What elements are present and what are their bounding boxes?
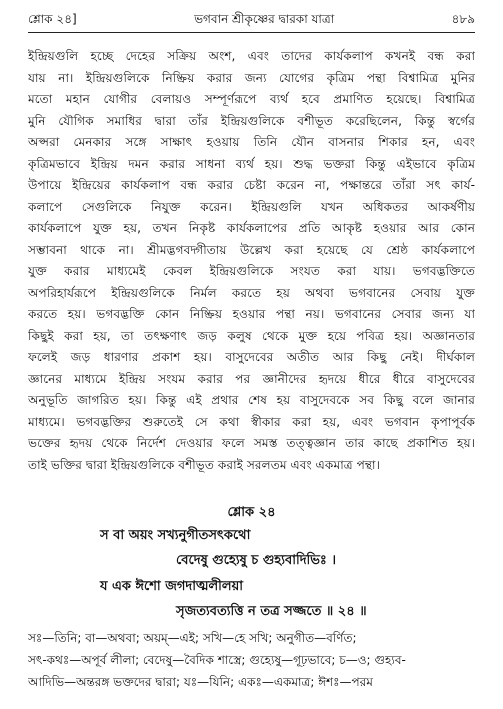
- text-line: মাধ্যমে। ভগবদ্ভক্তির শুরুতেই সে কথা স্বীকার করা হয়, এবং ভগবান কৃপাপূর্বক: [28, 414, 475, 429]
- verse-line: বেদেষু গুহ্যেষু চ গুহ্যবাদিভিঃ ।: [176, 553, 337, 568]
- text-line: কৃত্রিমভাবে ইন্দ্রিয় দমন করার সাধনা ব্যর্থ হয়। শুদ্ধ ভক্তরা কিন্তু এইভাবে কৃত্রিম: [28, 156, 475, 171]
- synonyms-line: আদিভি—অন্তরঙ্গ ভক্তদের দ্বারা; যঃ—যিনি; একঃ—একমাত্র; ঈশঃ—পরম: [28, 675, 373, 689]
- text-line: ভক্তের হৃদয় থেকে নির্দেশ দেওয়ার ফলে সমস্ত তত্ত্বজ্ঞান তার কাছে প্রকাশিত হয়।: [28, 436, 475, 450]
- text-line: কার্যকলাপে যুক্ত হয়, তখন নিকৃষ্ট কার্যকলাপের প্রতি আকৃষ্ট হওয়ার আর কোন: [28, 221, 475, 235]
- text-line: করতে হয়। ভগবদ্ভক্তি কোন নিষ্ক্রিয় হওয়ার পন্থা নয়। ভগবানের সেবার জন্য যা: [28, 307, 475, 321]
- verse-line: য এক ঈশো জগদাত্মলীলয়া: [100, 579, 244, 594]
- text-line: তাই ভক্তির দ্বারা ইন্দ্রিয়গুলিকে বশীভূত করাই সরলতম এবং একমাত্র পন্থা।: [28, 457, 380, 472]
- synonyms: [28, 627, 475, 693]
- text-line: অপরিহার্যরূপে ইন্দ্রিয়গুলিকে নির্মল করতে হয় অথবা ভগবানের সেবায় যুক্ত: [28, 285, 475, 300]
- text-line: সম্ভাবনা থাকে না। শ্রীমদ্ভগবদ্গীতায় উল্লেখ করা হয়েছে যে শ্রেষ্ঠ কার্যকলাপে: [28, 242, 475, 257]
- text-line: কিছুই করা হয়, তা তৎক্ষণাৎ জড় কলুষ থেকে মুক্ত হয়ে পবিত্র হয়। অজ্ঞানতার: [28, 328, 475, 343]
- text-line: যুক্ত করার মাধ্যমেই কেবল ইন্দ্রিয়গুলিকে সংযত করা যায়। ভগবদ্ভক্তিতে: [28, 264, 475, 278]
- header-verse-ref: শ্লোক ২৪]: [28, 12, 77, 26]
- text-line: যায় না। ইন্দ্রিয়গুলিকে নিষ্ক্রিয় করার জন্য যোগের কৃত্রিম পন্থা বিশ্বামিত্র মুনির: [28, 70, 475, 85]
- page-number: ৪৮৯: [451, 12, 475, 26]
- running-header: [28, 10, 475, 33]
- synonyms-line: সৎ-কথঃ—অপূর্ব লীলা; বেদেষু—বৈদিক শাস্ত্রে; গুহ্যেষু—গূঢ়ভাবে; চ—ও; গুহ্যব-: [28, 653, 406, 667]
- text-line: মতো মহান যোগীর বেলায়ও সম্পূর্ণরূপে ব্যর্থ হবে প্রমাণিত হয়েছে। বিশ্বামিত্র: [28, 92, 475, 106]
- text-line: ফলেই জড় ধারণার প্রকাশ হয়। বাসুদেবের অতীত আর কিছু নেই। দীর্ঘকাল: [28, 350, 475, 364]
- header-chapter-title: ভগবান শ্রীকৃষ্ণের দ্বারকা যাত্রা: [194, 12, 335, 26]
- verse-title: শ্লোক ২৪: [227, 505, 276, 520]
- text-line: উপায়ে ইন্দ্রিয়ের কার্যকলাপ বন্ধ করার চেষ্টা করেন না, পক্ষান্তরে তাঁরা সৎ কার্য-: [28, 178, 475, 192]
- text-line: মুনি যৌগিক সমাধির দ্বারা তাঁর ইন্দ্রিয়গুলিকে বশীভূত করেছিলেন, কিন্তু স্বর্গের: [28, 113, 475, 128]
- text-line: জ্ঞানের মাধ্যমে ইন্দ্রিয় সংযম করার পর জ্ঞানীদের হৃদয়ে ধীরে ধীরে বাসুদেবের: [28, 371, 475, 386]
- text-line: কলাপে সেগুলিকে নিযুক্ত করেন। ইন্দ্রিয়গুলি যখন অধিকতর আকর্ষণীয়: [28, 199, 475, 214]
- verse-line: স বা অয়ং সখ্যনুগীতসৎকথো: [100, 528, 251, 543]
- text-line: ইন্দ্রিয়গুলি হচ্ছে দেহের সক্রিয় অংশ, এবং তাদের কার্যকলাপ কখনই বন্ধ করা: [28, 49, 475, 63]
- purport-text: [28, 46, 475, 476]
- text-line: অপ্সরা মেনকার সঙ্গে সাক্ষাৎ হওয়ায় তিনি যৌন বাসনার শিকার হন, এবং: [28, 135, 475, 149]
- text-line: অনুভূতি জাগরিত হয়। কিন্তু এই প্রথার শেষ হয় বাসুদেবকে সব কিছু বলে জানার: [28, 393, 475, 407]
- verse-line: সৃজত্যবত্যত্তি ন তত্র সজ্জতে ॥ ২৪ ॥: [176, 604, 367, 619]
- synonyms-line: সঃ—তিনি; বা—অথবা; অয়ম্—এই; সখি—হে সখি; অনুগীত—বর্ণিত;: [28, 631, 357, 645]
